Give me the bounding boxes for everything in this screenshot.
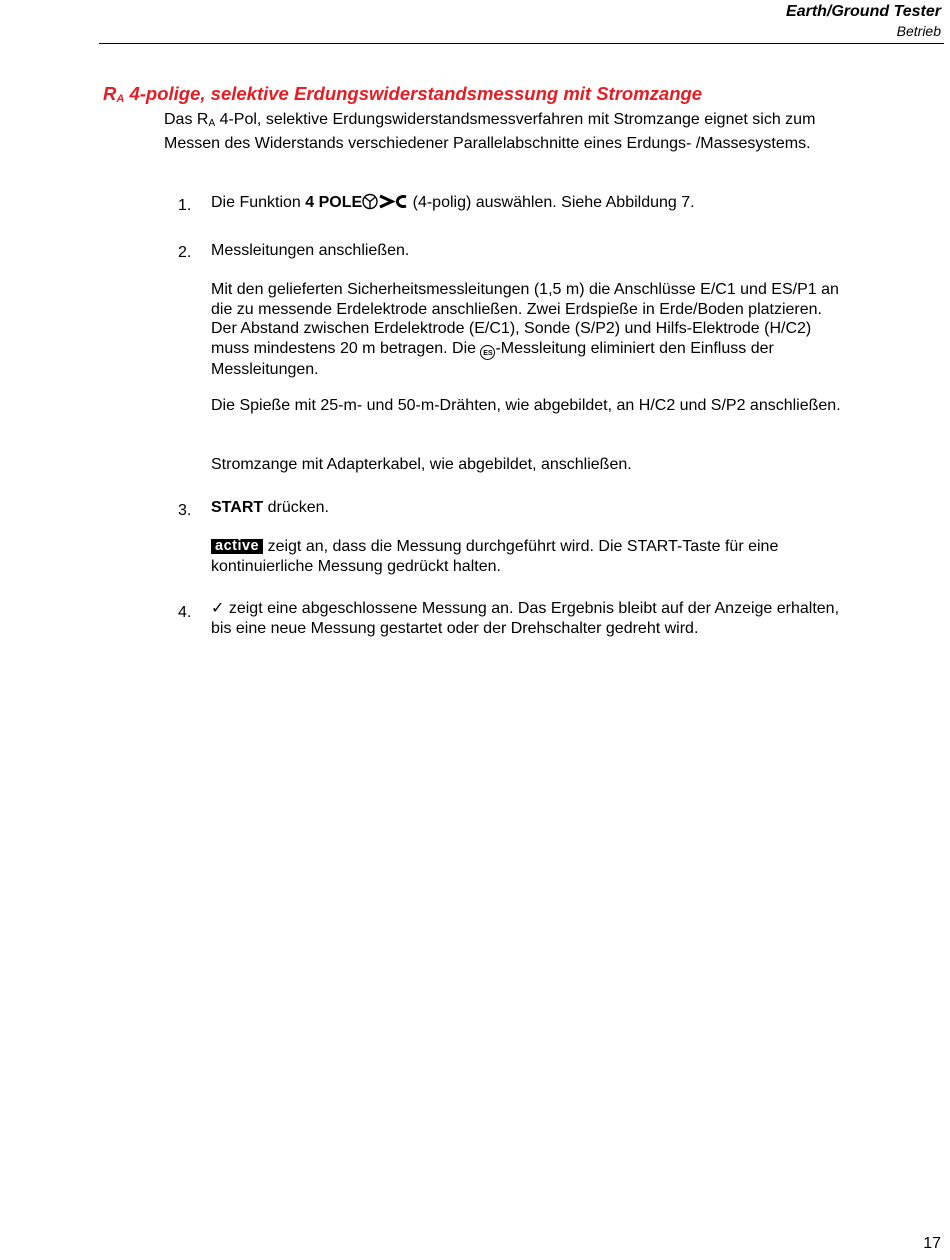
step-2-paragraph-1 bbox=[211, 280, 851, 379]
header-title: Earth/Ground Tester bbox=[786, 3, 941, 20]
checkmark-icon: ✓ bbox=[211, 600, 225, 617]
section-title-r: R bbox=[103, 83, 117, 104]
step-1-pre: Die Funktion bbox=[211, 194, 306, 211]
step-2-para1-post: -Messleitung eliminiert den Einfluss der Messleitungen. bbox=[211, 339, 774, 378]
step-3-post: drücken. bbox=[263, 499, 329, 516]
es-icon: ES bbox=[480, 345, 495, 360]
step-3-para1: zeigt an, dass die Messung durchgeführt wird. Die START-Taste für eine kontinuierliche Messung gedrückt halten. bbox=[211, 538, 779, 575]
step-2-paragraph-2: Die Spieße mit 25-m- und 50-m-Drähten, wie abgebildet, an H/C2 und S/P2 anschließen. bbox=[211, 397, 841, 414]
intro-paragraph bbox=[164, 110, 844, 153]
intro-pre: Das R bbox=[164, 111, 209, 128]
intro-post: 4-Pol, selektive Erdungswiderstandsmessverfahren mit Stromzange eignet sich zum Messen des Widerstands verschiedener Parallelabschnitte eines Erdungs- /Massesystems. bbox=[164, 111, 816, 152]
step-2-para1-pre: Mit den gelieferten Sicherheitsmessleitungen (1,5 m) die Anschlüsse E/C1 und ES/P1 an die zu messende Erdelektrode anschließen. Zwei Erdspieße in Erde/Boden platzieren. Der Abstand zwischen Erdelektrode (E/C1), Sonde (S/P2) und Hilfs-Elektrode (H/C2) muss mindestens 20 m betragen. Die bbox=[211, 281, 839, 357]
header-subtitle: Betrieb bbox=[896, 23, 941, 39]
step-1-post: (4-polig) auswählen. Siehe Abbildung 7. bbox=[408, 194, 695, 211]
step-2-text: Messleitungen anschließen. bbox=[211, 242, 410, 259]
section-title-sub: A bbox=[116, 93, 125, 105]
step-4-number: 4. bbox=[178, 604, 192, 621]
step-3-number: 3. bbox=[178, 502, 192, 519]
header-rule bbox=[99, 43, 944, 44]
step-3-paragraph-1 bbox=[211, 537, 851, 576]
step-1-bold: 4 POLE bbox=[305, 194, 363, 211]
page-number: 17 bbox=[923, 1235, 941, 1252]
step-3-text bbox=[211, 498, 851, 518]
section-title bbox=[103, 83, 702, 105]
step-2-number: 2. bbox=[178, 244, 192, 261]
step-4-text bbox=[211, 599, 851, 638]
step-1-text bbox=[211, 193, 851, 216]
step-1-number: 1. bbox=[178, 197, 192, 214]
active-badge: active bbox=[211, 539, 263, 554]
intro-sub: A bbox=[208, 118, 216, 129]
earth-clamp-symbol-icon bbox=[362, 193, 408, 216]
step-3-bold: START bbox=[211, 499, 264, 516]
section-title-rest: 4-polige, selektive Erdungswiderstandsmessung mit Stromzange bbox=[124, 83, 703, 104]
step-2-paragraph-3: Stromzange mit Adapterkabel, wie abgebildet, anschließen. bbox=[211, 456, 632, 473]
step-4-post: zeigt eine abgeschlossene Messung an. Das Ergebnis bleibt auf der Anzeige erhalten, bis eine neue Messung gestartet oder der Drehschalter gedreht wird. bbox=[211, 600, 840, 637]
